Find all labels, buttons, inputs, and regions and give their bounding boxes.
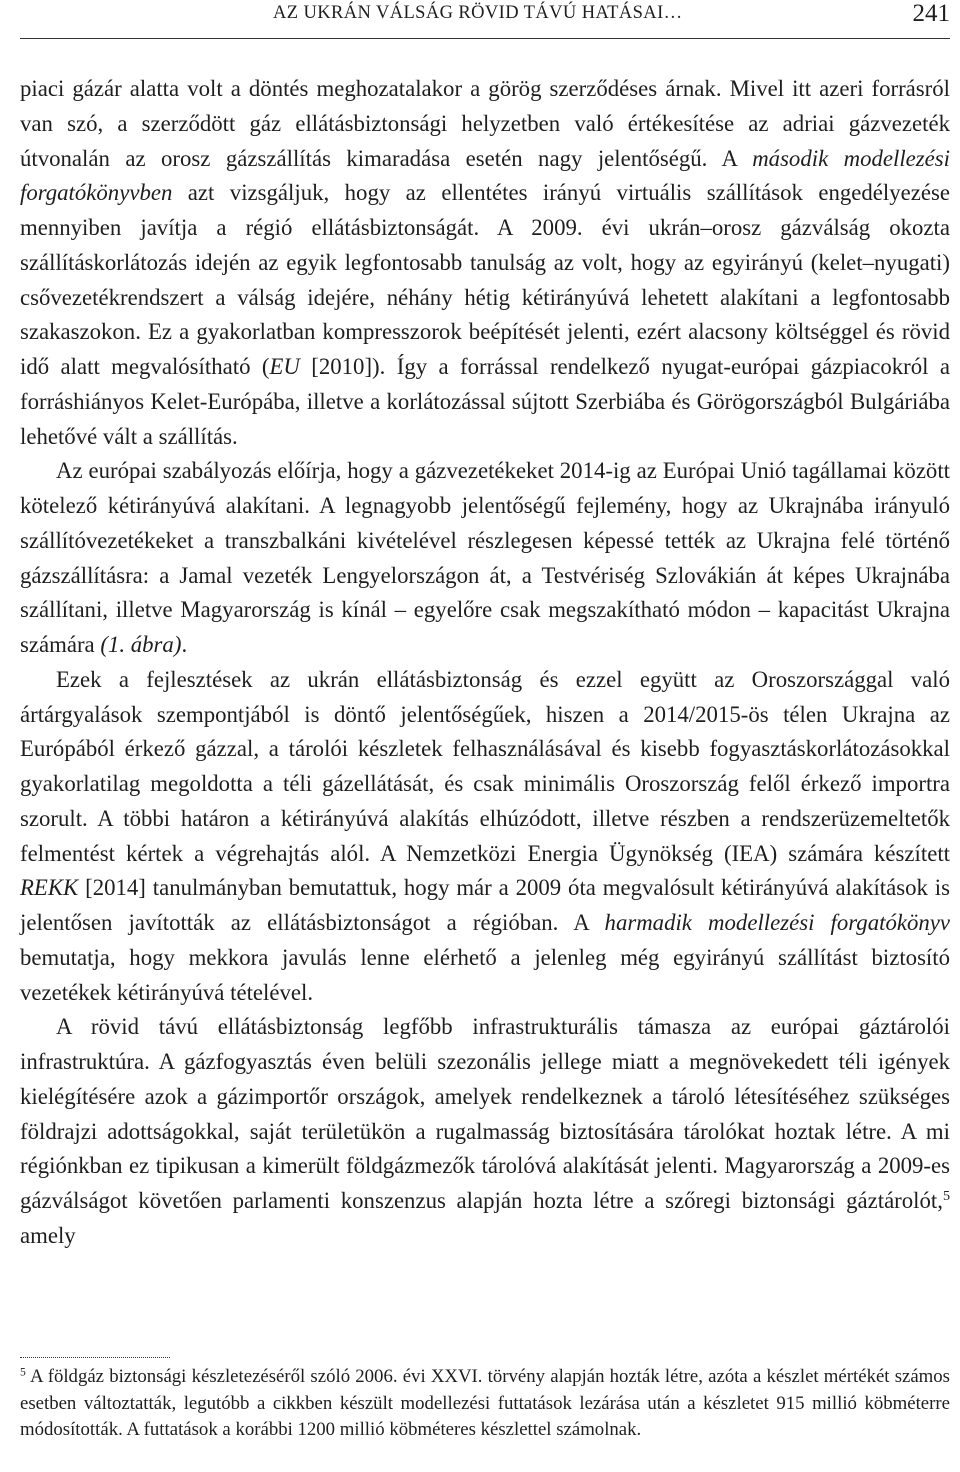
- paragraph-3: [20, 663, 950, 1011]
- paragraph-1-text-a: piaci gázár alatta volt a döntés meghozatalakor a görög szerződéses árnak. Mivel itt azeri forrásról van szó, a szerződött gáz ellátásbiztonsági helyzetben való értékesítése az adriai gázvezeték útvonalán az orosz gázszállítás kimaradása esetén nagy jelentőségű. A: [20, 76, 950, 171]
- paragraph-1-text-c: [2010]). Így a forrással rendelkező nyugat-európai gázpiacokról a forráshiányos Kelet-Európába, illetve a korlátozással sújtott Szerbiába és Görögországból Bulgáriába lehetővé vált a szállítás.: [20, 354, 950, 449]
- paragraph-1: [20, 72, 950, 454]
- running-header: [20, 0, 950, 39]
- eu-citation-italic: EU: [269, 354, 300, 379]
- footnote-reference: 5: [942, 1188, 950, 1205]
- footnote: [20, 1364, 950, 1444]
- scenario-2-italic: második modellezési forgatókönyvben: [20, 145, 950, 206]
- rekk-citation-italic: REKK: [20, 875, 79, 901]
- footnote-text: A földgáz biztonsági készletezéséről szóló 2006. évi XXVI. törvény alapján hozták létre, azóta a készlet mértékét számos esetben változtatták, legutóbb a cikkben készült modellezési futtatások lezárása után a készletet 915 millió köbméterre módosították. A futtatások a korábbi 1200 millió köbméteres készlettel számolnak.: [20, 1366, 950, 1441]
- paragraph-4-text-b: amely: [20, 1222, 76, 1248]
- paragraph-2-text-b: .: [181, 632, 188, 657]
- footnote-number: 5: [20, 1365, 26, 1379]
- paragraph-2: [20, 454, 950, 663]
- paragraph-1-text-b: azt vizsgáljuk, hogy az ellentétes irányú virtuális szállítások engedélyezése mennyiben javítja a régió ellátásbiztonságát. A 2009. évi ukrán–orosz gázválság okozta szállításkorlátozás idején az egyik legfontosabb tanulság az volt, hogy az egyirányú (kelet–nyugati) csővezetékrendszert a válság idejére, néhány hétig kétirányúvá lehetett alakítani a legfontosabb szakaszokon. Ez a gyakorlatban kompresszorok beépítését jelenti, ezért alacsony költséggel és rövid idő alatt megvalósítható (: [20, 180, 950, 379]
- figure-reference: (1. ábra): [100, 632, 182, 657]
- paragraph-3-text-c: bemutatja, hogy mekkora javulás lenne elérhető a jelenleg még egyirányú szállítást biztosító vezetékek kétirányúvá tételével.: [20, 944, 950, 1005]
- page-number: 241: [912, 0, 950, 27]
- running-title: AZ UKRÁN VÁLSÁG RÖVID TÁVÚ HATÁSAI…: [273, 3, 683, 23]
- body-text: [20, 72, 950, 1254]
- paragraph-3-text-b: [2014] tanulmányban bemutattuk, hogy már a 2009 óta megvalósult kétirányúvá alakítások is jelentősen javították az ellátásbiztonságot a régióban. A: [20, 875, 950, 935]
- paragraph-2-text-a: Az európai szabályozás előírja, hogy a gázvezetékeket 2014-ig az Európai Unió tagállamai között kötelező kétirányúvá alakítani. A legnagyobb jelentőségű fejlemény, hogy az Ukrajnába irányuló szállítóvezetékeket a transzbalkáni kivételével részlegesen képessé tették az Ukrajna felé történő gázszállításra: a Jamal vezeték Lengyelországon át, a Testvériség Szlovákián át képes Ukrajnába szállítani, illetve Magyarország is kínál – egyelőre csak megszakítható módon – kapacitást Ukrajna számára: [20, 458, 950, 657]
- footnote-separator: [20, 1357, 170, 1358]
- paragraph-4-text-a: A rövid távú ellátásbiztonság legfőbb infrastrukturális támasza az európai gáztárolói infrastruktúra. A gázfogyasztás éven belüli szezonális jellege miatt a megnövekedett téli igények kielégítésére azok a gázimportőr országok, amelyek rendelkeznek a tároló létesítéséhez szükséges földrajzi adottságokkal, saját területükön a rugalmasság biztosítására tárolókat hoztak létre. A mi régiónkban ez tipikusan a kimerült földgázmezők tárolóvá alakítását jelenti. Magyarország a 2009-es gázválságot követően parlamenti konszenzus alapján hozta létre a szőregi biztonsági gáztárolót,: [20, 1014, 950, 1213]
- paragraph-4: [20, 1010, 950, 1253]
- paragraph-3-text-a: Ezek a fejlesztések az ukrán ellátásbiztonság és ezzel együtt az Oroszországgal való ártárgyalások szempontjából is döntő jelentőségűek, hiszen a 2014/2015-ös télen Ukrajna az Európából érkező gázzal, a tárolói készletek felhasználásával és kisebb fogyasztáskorlátozásokkal gyakorlatilag megoldotta a téli gázellátását, és csak minimális Oroszország felől érkező importra szorult. A többi határon a kétirányúvá alakítás elhúzódott, illetve részben a rendszerüzemeltetők felmentést kértek a végrehajtás alól. A Nemzetközi Energia Ügynökség (IEA) számára készített: [20, 666, 950, 866]
- scenario-3-italic: harmadik modellezési forgatókönyv: [604, 910, 950, 935]
